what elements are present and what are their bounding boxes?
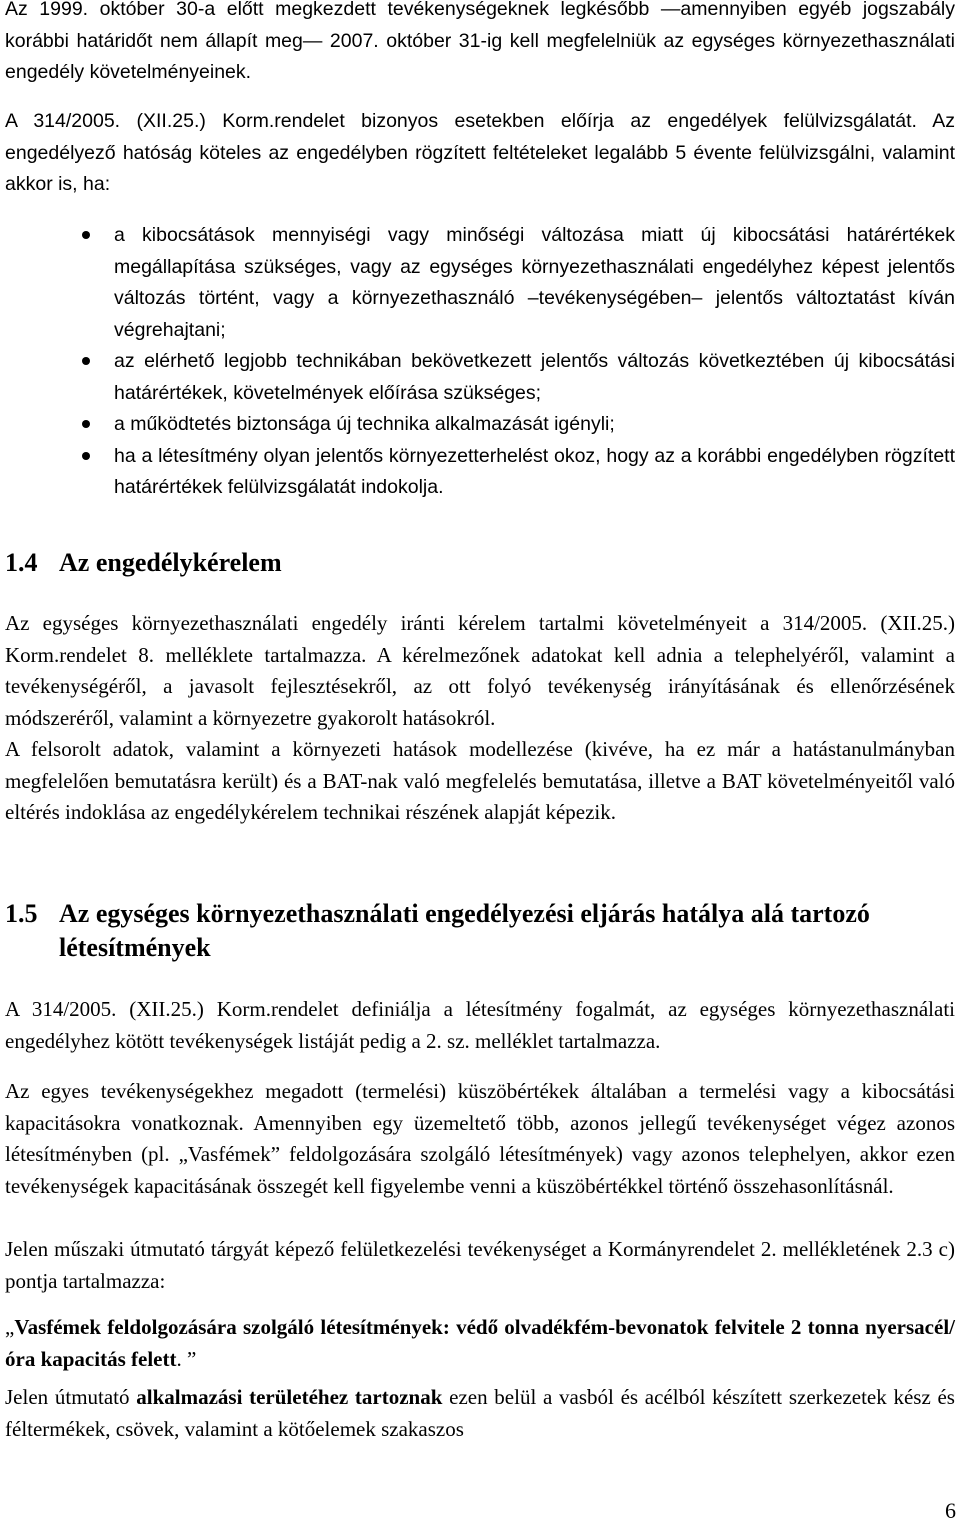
section-number: 1.5 <box>5 899 38 928</box>
bullet-icon <box>82 231 90 239</box>
list-item: az elérhető legjobb technikában bekövetkezett jelentős változás következtében új kibocsátási határértékek, követelmények előírása szükséges; <box>0 346 955 409</box>
review-conditions-list <box>0 220 955 504</box>
list-item: a működtetés biztonsága új technika alkalmazását igényli; <box>0 409 955 441</box>
section-heading-1-4 <box>5 546 954 580</box>
page-number: 6 <box>945 1498 956 1523</box>
section-title: Az egységes környezethasználati engedélyezési eljárás hatálya alá tartozó létesítmények <box>59 899 870 962</box>
bullet-icon <box>82 452 90 460</box>
bullet-icon <box>82 357 90 365</box>
list-item: a kibocsátások mennyiségi vagy minőségi változása miatt új kibocsátási határértékek megállapítása szükséges, vagy az egységes környezethasználati engedélyhez képest jelentős változás történt, vagy a környezethasználó –tevékenységében– jelentős változtatást kíván végrehajtani; <box>0 220 955 346</box>
section-title: Az engedélykérelem <box>59 548 282 577</box>
list-item: ha a létesítmény olyan jelentős környezetterhelést okoz, hogy az a korábbi engedélyben rögzített határértékek felülvizsgálatát indokolja. <box>0 441 955 504</box>
intro-paragraph: Az 1999. október 30-a előtt megkezdett tevékenységeknek legkésőbb —amennyiben egyéb jogszabály korábbi határidőt nem állapít meg— 2007. október 31-ig kell megfelelniük az egységes környezethasználati engedély követelményeinek. <box>5 0 955 83</box>
guide-subject-paragraph: Jelen műszaki útmutató tárgyát képező felületkezelési tevékenységet a Kormányrendelet 2. mellékletének 2.3 c) pontja tartalmazza: <box>5 1237 955 1293</box>
scope-paragraph: Jelen útmutató alkalmazási területéhez tartoznak ezen belül a vasból és acélból készített szerkezetek kész és féltermékek, csövek, valamint a kötőelemek szakaszos <box>5 1385 955 1441</box>
section-heading-1-5 <box>5 897 954 965</box>
definition-paragraph: A 314/2005. (XII.25.) Korm.rendelet definiálja a létesítmény fogalmát, az egységes környezethasználati engedélyhez kötött tevékenységek listáját pedig a 2. sz. melléklet tartalmazza. <box>5 997 955 1053</box>
review-paragraph: A 314/2005. (XII.25.) Korm.rendelet bizonyos esetekben előírja az engedélyek felülvizsgálatát. Az engedélyező hatóság köteles az engedélyben rögzített feltételeket legalább 5 évente felülvizsgálni, valamint akkor is, ha: <box>5 110 955 195</box>
quoted-activity: „Vasfémek feldolgozására szolgáló létesítmények: védő olvadékfém-bevonatok felvitele 2 tonna nyersacél/ óra kapacitás felett. ” <box>5 1315 955 1371</box>
section-number: 1.4 <box>5 548 38 577</box>
application-paragraph: Az egységes környezethasználati engedély iránti kérelem tartalmi követelményeit a 314/2005. (XII.25.) Korm.rendelet 8. melléklete tartalmazza. A kérelmezőnek adatokat kell adnia a telephelyéről, valamint a tevékenységéről, a javasolt fejlesztésekről, az ott folyó tevékenység irányításának és ellenőrzésének módszeréről, valamint a környezetre gyakorolt hatásokról. <box>5 611 955 730</box>
bat-paragraph: A felsorolt adatok, valamint a környezeti hatások modellezése (kivéve, ha ez már a hatástanulmányban megfelelően bemutatásra került) és a BAT-nak való megfelelés bemutatása, illetve a BAT követelményeitől való eltérés indoklása az engedélykérelem technikai részének alapját képezik. <box>5 737 955 824</box>
bullet-icon <box>82 420 90 428</box>
threshold-paragraph: Az egyes tevékenységekhez megadott (termelési) küszöbértékek általában a termelési vagy a kibocsátási kapacitásokra vonatkoznak. Amennyiben egy üzemeltető több, azonos jellegű tevékenységet végez azonos létesítményben (pl. „Vasfémek” feldolgozására szolgáló létesítmények) vagy azonos telephelyen, akkor ezen tevékenységek kapacitásának összegét kell figyelembe venni a küszöbértékkel történő összehasonlításnál. <box>5 1079 955 1198</box>
